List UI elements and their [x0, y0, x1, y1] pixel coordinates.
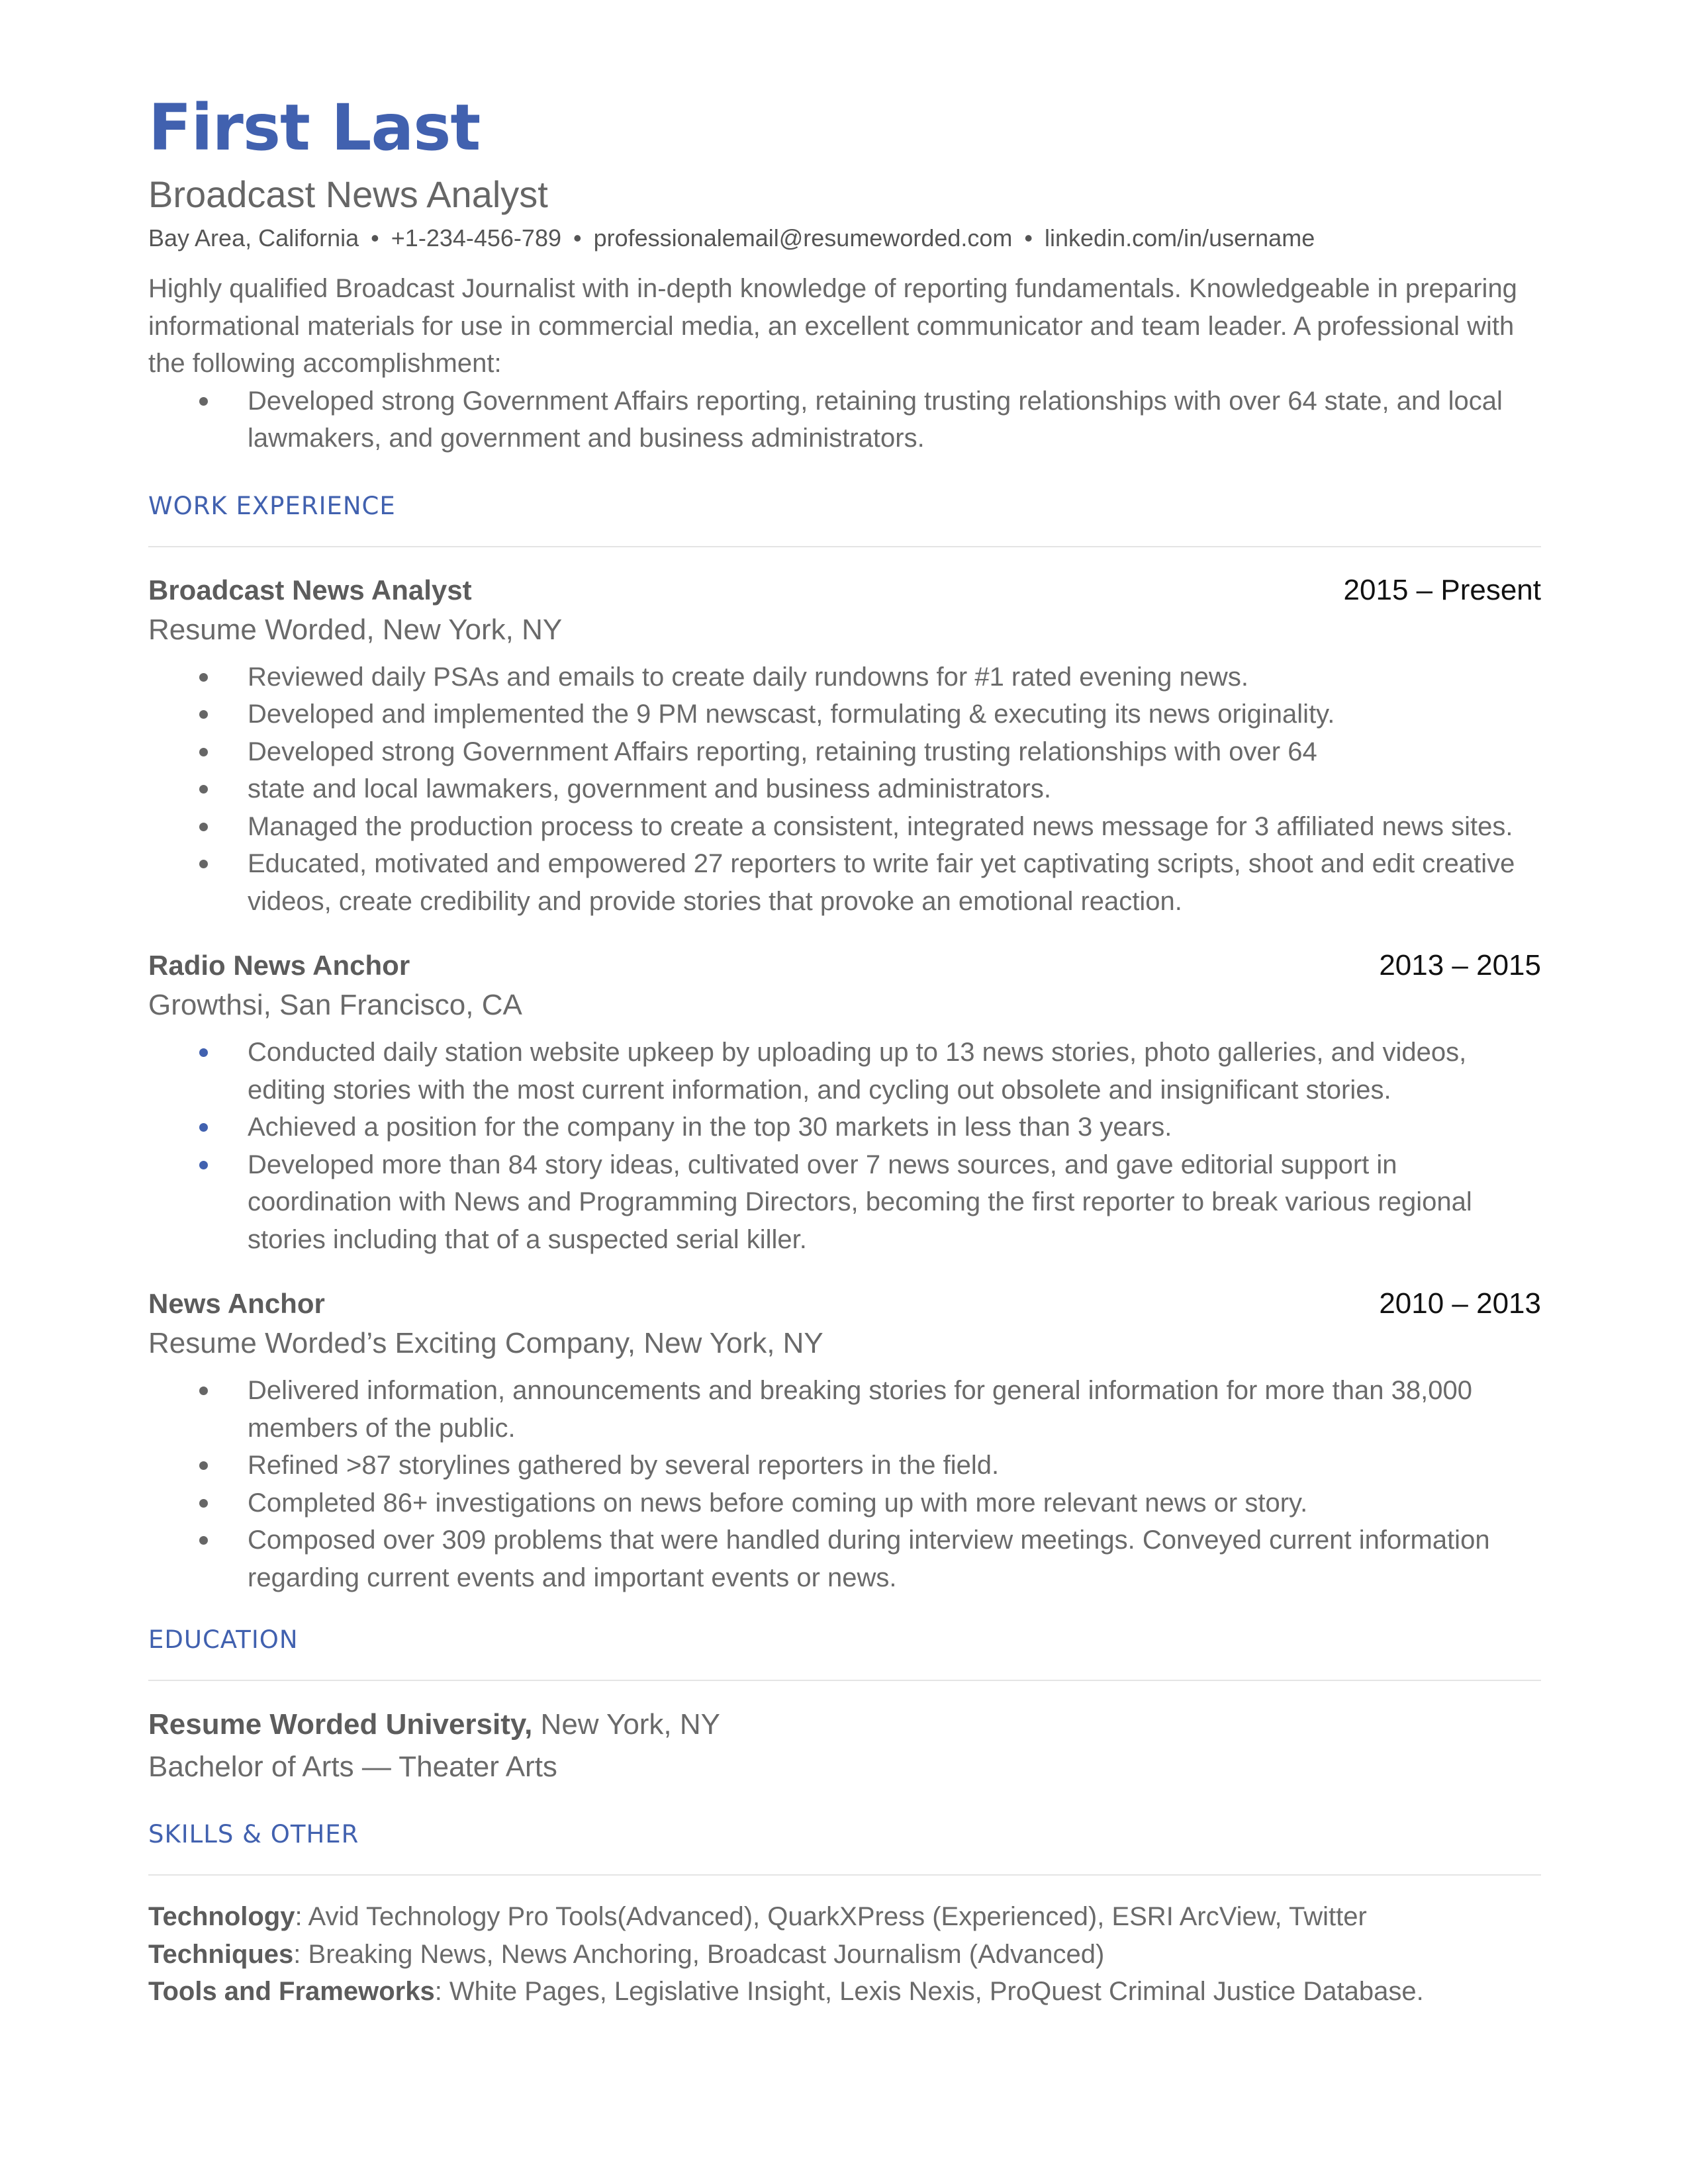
skill-label: Techniques	[148, 1939, 294, 1969]
job-company: Resume Worded’s Exciting Company, New York, NY	[148, 1327, 823, 1359]
job-dates: 2013 – 2015	[1379, 949, 1541, 981]
job-header	[148, 946, 1541, 985]
job-entry	[148, 571, 1541, 921]
skill-value: : White Pages, Legislative Insight, Lexis Nexis, ProQuest Criminal Justice Database.	[434, 1977, 1424, 2006]
job-bullet: Completed 86+ investigations on news before coming up with more relevant news or story.	[148, 1484, 1541, 1522]
summary-bullets	[148, 383, 1541, 457]
education-degree: Bachelor of Arts — Theater Arts	[148, 1751, 557, 1783]
section-heading-education: EDUCATION	[148, 1625, 299, 1654]
section-divider	[148, 1680, 1541, 1681]
skill-value: : Avid Technology Pro Tools(Advanced), QuarkXPress (Experienced), ESRI ArcView, Twitter	[295, 1902, 1367, 1931]
job-bullet: Conducted daily station website upkeep by uploading up to 13 news stories, photo galleries, and videos, editing stories with the most current information, and cycling out obsolete and insignificant stories.	[148, 1034, 1541, 1109]
job-entry	[148, 946, 1541, 1258]
job-bullet: Refined >87 storylines gathered by several reporters in the field.	[148, 1447, 1541, 1484]
job-bullet: Educated, motivated and empowered 27 reporters to write fair yet captivating scripts, shoot and edit creative videos, create credibility and provide stories that provoke an emotional reaction.	[148, 845, 1541, 920]
job-header	[148, 1285, 1541, 1323]
education-school-line	[148, 1704, 1541, 1746]
summary-text: Highly qualified Broadcast Journalist with in-depth knowledge of reporting fundamentals. Knowledgeable in preparing informational materials for use in commercial media, an excellent communicator and team leader. A professional with the following accomplishment:	[148, 274, 1517, 378]
skill-value: : Breaking News, News Anchoring, Broadcast Journalism (Advanced)	[293, 1939, 1105, 1969]
contact-linkedin[interactable]: linkedin.com/in/username	[1045, 224, 1315, 251]
job-bullet: Developed and implemented the 9 PM newscast, formulating & executing its news originality.	[148, 696, 1541, 733]
job-bullet: state and local lawmakers, government and business administrators.	[148, 770, 1541, 808]
section-divider	[148, 1874, 1541, 1876]
job-bullets	[148, 1034, 1541, 1258]
job-bullet: Developed more than 84 story ideas, cultivated over 7 news sources, and gave editorial support in coordination with News and Programming Directors, becoming the first reporter to break various regional stories including that of a suspected serial killer.	[148, 1146, 1541, 1259]
job-bullet: Reviewed daily PSAs and emails to create daily rundowns for #1 rated evening news.	[148, 659, 1541, 696]
contact-separator: •	[1024, 224, 1033, 251]
job-bullets	[148, 659, 1541, 921]
education-school: Resume Worded University,	[148, 1708, 533, 1741]
job-title: Radio News Anchor	[148, 950, 410, 981]
job-title: Broadcast News Analyst	[148, 574, 472, 606]
job-bullet: Achieved a position for the company in the top 30 markets in less than 3 years.	[148, 1109, 1541, 1146]
skill-row	[148, 1936, 1541, 1974]
job-bullet: Developed strong Government Affairs reporting, retaining trusting relationships with over 64	[148, 733, 1541, 771]
contact-separator: •	[371, 224, 379, 251]
job-bullet: Delivered information, announcements and breaking stories for general information for more than 38,000 members of the public.	[148, 1372, 1541, 1447]
job-title: News Anchor	[148, 1288, 325, 1319]
section-heading-skills: SKILLS & OTHER	[148, 1820, 359, 1848]
candidate-name: First Last	[148, 91, 481, 165]
contact-location: Bay Area, California	[148, 224, 359, 251]
skill-row	[148, 1898, 1541, 1936]
contact-email[interactable]: professionalemail@resumeworded.com	[593, 224, 1013, 251]
skill-row	[148, 1973, 1541, 2011]
skill-label: Tools and Frameworks	[148, 1977, 435, 2006]
education-location: New York, NY	[532, 1708, 721, 1741]
contact-phone: +1-234-456-789	[391, 224, 561, 251]
contact-line	[148, 221, 1541, 255]
job-dates: 2010 – 2013	[1379, 1287, 1541, 1320]
job-dates: 2015 – Present	[1343, 573, 1541, 606]
job-header	[148, 571, 1541, 610]
resume-content	[148, 85, 1541, 2011]
contact-separator: •	[573, 224, 582, 251]
section-divider	[148, 546, 1541, 547]
section-heading-work: WORK EXPERIENCE	[148, 491, 396, 520]
job-bullet: Managed the production process to create a consistent, integrated news message for 3 affiliated news sites.	[148, 808, 1541, 846]
summary-bullet: Developed strong Government Affairs reporting, retaining trusting relationships with over 64 state, and local lawmakers, and government and business administrators.	[148, 383, 1541, 457]
job-company: Growthsi, San Francisco, CA	[148, 989, 522, 1021]
education-entry	[148, 1704, 1541, 1788]
job-entry	[148, 1285, 1541, 1596]
candidate-title: Broadcast News Analyst	[148, 173, 548, 215]
skill-label: Technology	[148, 1902, 295, 1931]
job-company: Resume Worded, New York, NY	[148, 613, 563, 646]
job-bullet: Composed over 309 problems that were handled during interview meetings. Conveyed current information regarding current events and important events or news.	[148, 1522, 1541, 1596]
skills-list	[148, 1898, 1541, 2011]
job-bullets	[148, 1372, 1541, 1596]
